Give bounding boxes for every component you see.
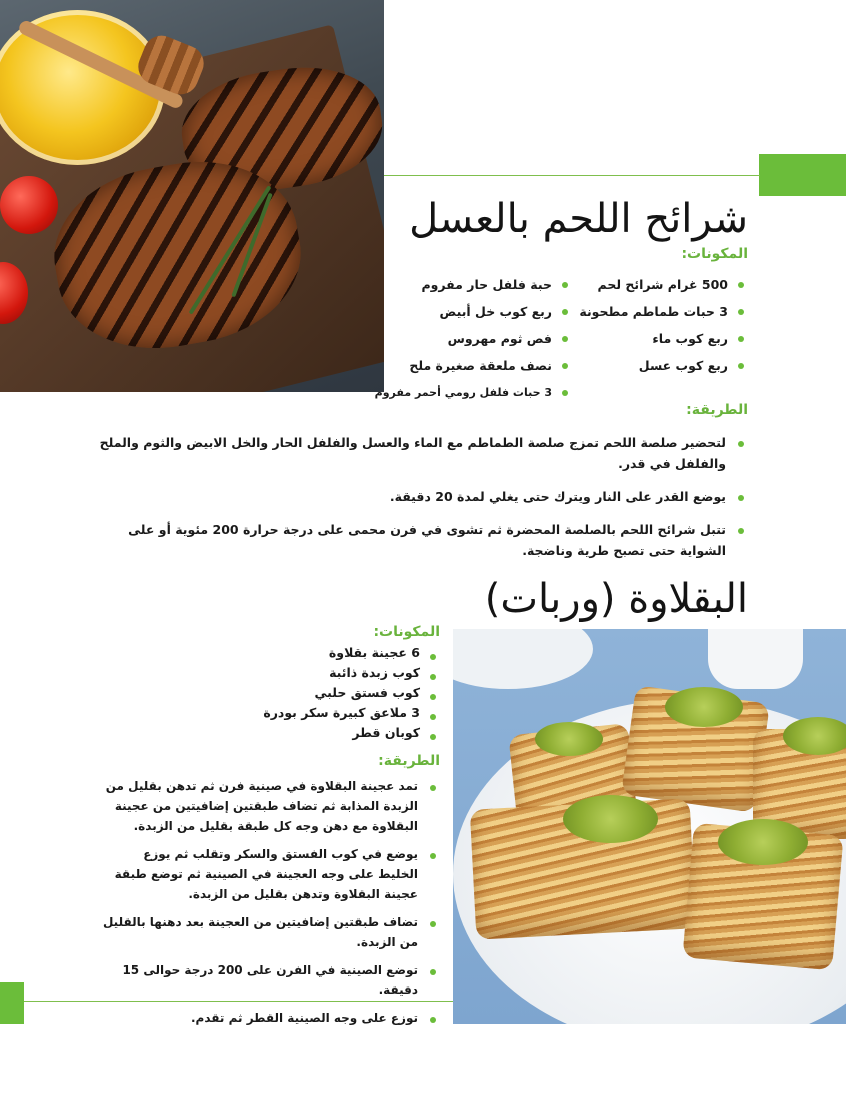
ingredient-item: كوب فستق حلبي xyxy=(238,683,438,703)
divider-line xyxy=(384,175,760,176)
ingredient-item: 3 حبات فلفل رومي أحمر مفروم xyxy=(370,379,570,406)
recipe-title: البقلاوة (وربات) xyxy=(484,576,748,622)
method-step: توضع الصينية في الفرن على 200 درجة حوالى 15 دقيقة. xyxy=(100,960,440,1000)
pistachio-topping xyxy=(783,717,846,755)
ingredients-list xyxy=(556,271,746,379)
steak-photo xyxy=(0,0,384,392)
ingredient-item: 500 غرام شرائح لحم xyxy=(556,271,746,298)
method-step: يوضع في كوب الفستق والسكر وتقلب ثم يوزع الخليط على وجه العجينة في الصينية ثم توضع طبقة عجينة البقلاوة وتدهن بقليل من الزبدة. xyxy=(100,844,440,904)
green-accent-bar xyxy=(759,154,846,196)
green-accent-bar xyxy=(0,982,24,1024)
cherry-tomato xyxy=(0,176,58,234)
pistachio-topping xyxy=(563,795,658,843)
method-step: يوضع القدر على النار ويترك حتى يغلي لمدة 20 دقيقة. xyxy=(98,486,748,507)
method-step: توزع على وجه الصينية القطر ثم تقدم. xyxy=(100,1008,440,1028)
ingredient-item: كوبان قطر xyxy=(238,723,438,743)
ingredients-heading: المكونات: xyxy=(681,246,748,262)
background-cup xyxy=(708,629,803,689)
background-dish xyxy=(453,629,593,689)
method-heading: الطريقة: xyxy=(378,753,440,769)
method-step: تضاف طبقتين إضافيتين من العجينة بعد دهنها بالقليل من الزبدة. xyxy=(100,912,440,952)
ingredient-item: 3 حبات طماطم مطحونة xyxy=(556,298,746,325)
ingredient-item: فص ثوم مهروس xyxy=(370,325,570,352)
ingredient-item: ربع كوب عسل xyxy=(556,352,746,379)
ingredient-item: 3 ملاعق كبيرة سكر بودرة xyxy=(238,703,438,723)
ingredient-item: ربع كوب خل أبيض xyxy=(370,298,570,325)
method-step: تتبل شرائح اللحم بالصلصة المحضرة ثم تشوى في فرن محمى على درجة حرارة 200 مئوية أو على الشواية حتى تصبح طرية وناضجة. xyxy=(98,519,748,561)
baklava-photo xyxy=(453,629,846,1024)
ingredients-heading: المكونات: xyxy=(373,624,440,640)
ingredient-item: نصف ملعقة صغيرة ملح xyxy=(370,352,570,379)
method-heading: الطريقة: xyxy=(686,402,748,418)
ingredient-item: حبة فلفل حار مفروم xyxy=(370,271,570,298)
method-steps xyxy=(100,776,440,1028)
method-steps xyxy=(98,432,748,561)
ingredient-item: ربع كوب ماء xyxy=(556,325,746,352)
recipe-title: شرائح اللحم بالعسل xyxy=(409,196,748,242)
ingredient-item: كوب زبدة ذائبة xyxy=(238,663,438,683)
pistachio-topping xyxy=(665,687,743,727)
pistachio-topping xyxy=(718,819,808,865)
method-step: تمد عجينة البقلاوة في صينية فرن ثم تدهن بقليل من الزبدة المذابة ثم تضاف طبقتين إضافيتين من عجينة البقلاوة مع دهن وجه كل طبقة بقليل من الزبدة. xyxy=(100,776,440,836)
ingredient-item: 6 عجينة بقلاوة xyxy=(238,643,438,663)
ingredients-list xyxy=(238,643,438,743)
pistachio-topping xyxy=(535,722,603,756)
method-step: لتحضير صلصة اللحم تمزج صلصة الطماطم مع الماء والعسل والفلفل الحار والخل الابيض والثوم والملح والفلفل في قدر. xyxy=(98,432,748,474)
ingredients-list xyxy=(370,271,570,406)
